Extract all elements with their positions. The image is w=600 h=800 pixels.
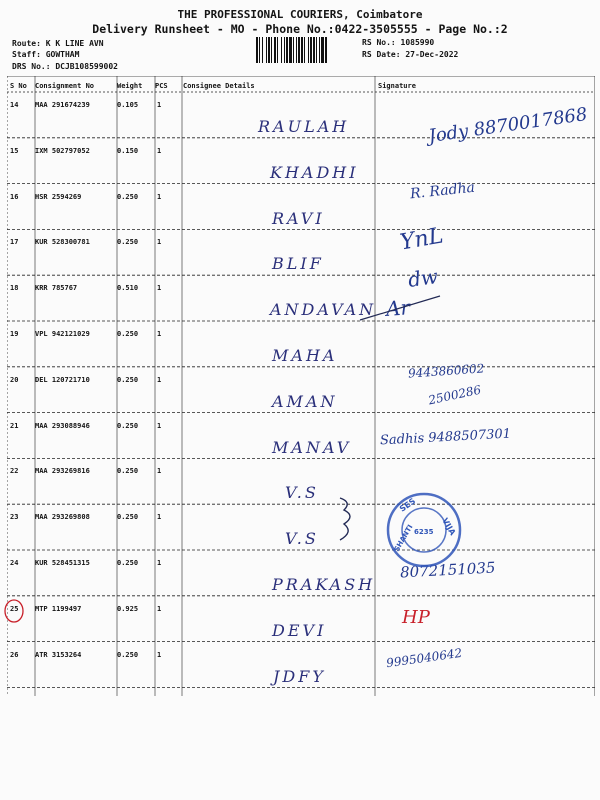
row-23-consignee: V.S	[285, 529, 319, 549]
row-15-pcs: 1	[157, 146, 162, 155]
row-17-consignee: BLIF	[272, 254, 324, 274]
row-16-consignment: HSR 2594269	[35, 192, 82, 201]
row-17-pcs: 1	[157, 238, 162, 247]
row-19-consignment: VPL 942121029	[35, 330, 90, 338]
row-25-weight: 0.925	[117, 604, 139, 613]
row-23-sno: 23	[10, 513, 19, 522]
route-text: Route: K K LINE AVN	[12, 39, 104, 48]
row-19-pcs: 1	[157, 330, 162, 338]
stamp-bottom-text: SHANTI	[392, 523, 415, 553]
row-19-sno: 19	[10, 330, 19, 338]
row-21-signature: Sadhis 9488507301	[379, 426, 512, 449]
col-weight-header: Weight	[117, 82, 143, 90]
row-19-weight: 0.250	[117, 330, 139, 338]
row-22-consignee: V.S	[285, 483, 319, 503]
row-25-consignee: DEVI	[272, 620, 327, 640]
row-18-pcs: 1	[157, 284, 162, 293]
row-15-consignee: KHADHI	[270, 162, 359, 182]
row-17-sno: 17	[10, 238, 19, 247]
row-18-signature: Ar	[385, 295, 411, 321]
signature-stroke	[360, 296, 440, 320]
row-17-consignment: KUR 528300781	[35, 238, 90, 247]
row-16-sno: 16	[10, 192, 19, 201]
row-25-consignment: MTP 1199497	[35, 604, 82, 613]
row-23-weight: 0.250	[117, 513, 139, 522]
row-14-consignee: RAULAH	[258, 117, 350, 136]
col-signature-header: Signature	[378, 82, 416, 90]
row-22-sno: 22	[10, 467, 19, 476]
row-22-pcs: 1	[157, 467, 162, 476]
drs-number: DRS No.: DCJB108599002	[12, 62, 118, 71]
row-23-pcs: 1	[157, 513, 162, 522]
row-16-pcs: 1	[157, 192, 162, 201]
runsheet-title: Delivery Runsheet - MO - Phone No.:0422-3505555 - Page No.:2	[92, 22, 508, 36]
row-20-sno: 20	[10, 375, 19, 384]
red-circle-mark	[5, 600, 23, 622]
staff-text: Staff: GOWTHAM	[12, 50, 80, 59]
row-24-consignment: KUR 528451315	[35, 559, 90, 567]
stamp-side-text: VIJA	[440, 516, 458, 537]
row-23-consignment: MAA 293269808	[35, 513, 90, 522]
row-17-weight: 0.250	[117, 238, 139, 247]
rs-date: RS Date: 27-Dec-2022	[362, 50, 459, 59]
col-consignee-header: Consignee Details	[183, 82, 255, 90]
row-25-signature: HP	[402, 606, 430, 628]
row-16-signature: YnL	[398, 223, 446, 256]
row-21-pcs: 1	[157, 421, 162, 430]
row-20-pcs: 1	[157, 375, 162, 384]
row-14-pcs: 1	[157, 101, 162, 109]
row-26-consignment: ATR 3153264	[35, 650, 82, 659]
row-18-weight: 0.510	[117, 284, 139, 293]
row-15-sno: 15	[10, 146, 19, 155]
row-26-consignee: JDFY	[273, 666, 326, 686]
row-19-signature: 9443860602	[407, 361, 485, 381]
row-26-sno: 26	[10, 650, 19, 659]
row-15-weight: 0.150	[117, 146, 139, 155]
row-20-signature: 2500286	[427, 382, 483, 408]
row-21-consignment: MAA 293088946	[35, 421, 90, 430]
row-15-signature: R. Radha	[409, 179, 476, 203]
row-22-consignment: MAA 293269816	[35, 467, 90, 476]
company-title: THE PROFESSIONAL COURIERS, Coimbatore	[177, 8, 423, 21]
row-14-sno: 14	[10, 101, 19, 109]
row-15-consignment: IXM 502797052	[35, 146, 90, 155]
row-26-pcs: 1	[157, 650, 162, 659]
row-25-pcs: 1	[157, 604, 162, 613]
row-20-consignment: DEL 120721710	[35, 375, 90, 384]
row-14-weight: 0.105	[117, 101, 139, 109]
row-25-sno: 25	[10, 604, 19, 613]
row-24-pcs: 1	[157, 559, 162, 567]
row-16-weight: 0.250	[117, 192, 139, 201]
row-24-signature: 8072151035	[399, 558, 496, 582]
bracket-mark	[340, 498, 350, 540]
row-14-consignment: MAA 291674239	[35, 101, 90, 109]
row-14-signature: Jody 8870017868	[427, 103, 589, 148]
stamp-top-text: SES	[397, 496, 418, 514]
row-21-consignee: MANAV	[272, 437, 352, 457]
row-18-consignee: ANDAVAN	[270, 300, 377, 320]
row-17-signature: dw	[406, 264, 440, 293]
row-20-weight: 0.250	[117, 375, 139, 384]
row-16-consignee: RAVI	[272, 208, 325, 228]
col-pcs-header: PCS	[155, 82, 168, 90]
stamp-center-text: 6235	[414, 528, 434, 536]
row-19-consignee: MAHA	[272, 346, 338, 365]
col-consignment-header: Consignment No	[35, 82, 95, 90]
row-20-consignee: AMAN	[272, 391, 338, 411]
row-18-sno: 18	[10, 284, 19, 293]
row-24-consignee: PRAKASH	[272, 575, 376, 594]
col-sno-header: S No	[10, 82, 27, 90]
row-26-weight: 0.250	[117, 650, 139, 659]
rs-number: RS No.: 1085990	[362, 38, 435, 47]
row-22-weight: 0.250	[117, 467, 139, 476]
row-26-signature: 9995040642	[385, 645, 463, 670]
row-24-sno: 24	[10, 559, 19, 567]
row-21-sno: 21	[10, 421, 19, 430]
row-21-weight: 0.250	[117, 421, 139, 430]
row-24-weight: 0.250	[117, 559, 139, 567]
row-18-consignment: KRR 785767	[35, 284, 78, 293]
